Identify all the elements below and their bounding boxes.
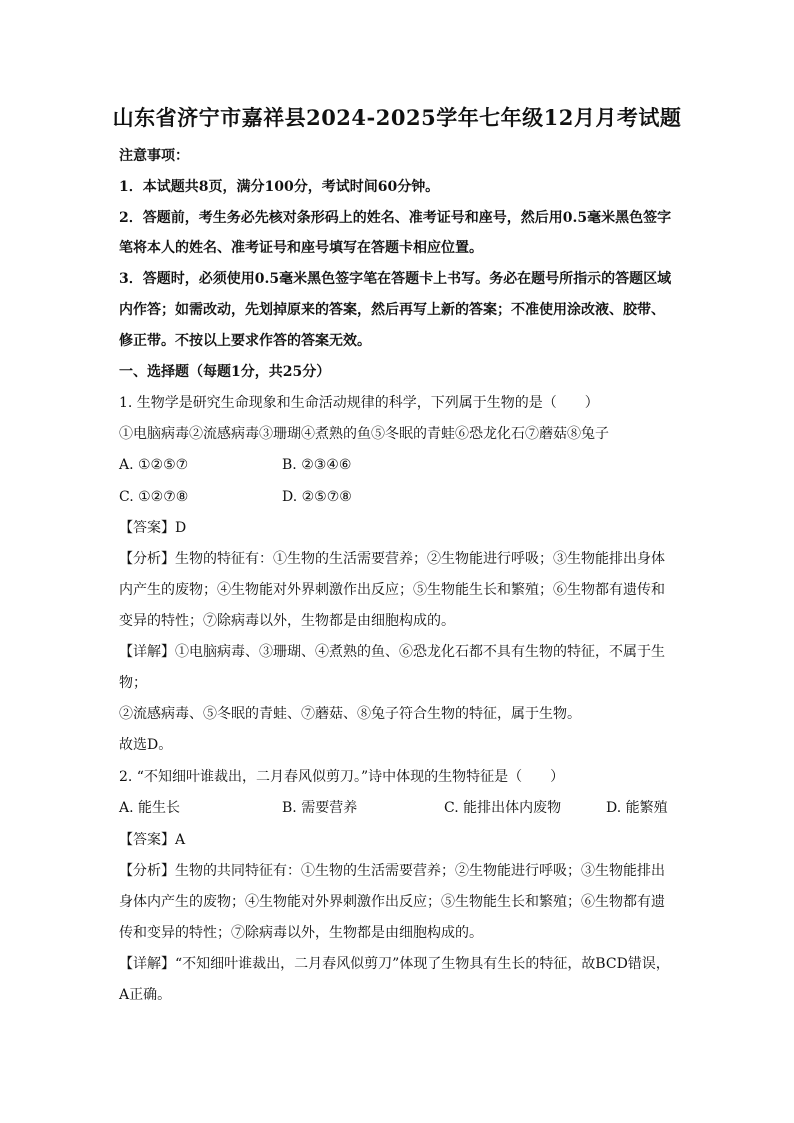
q2-analysis-line-2: 身体内产生的废物；④生物能对外界刺激作出反应；⑤生物能生长和繁殖；⑥生物都有遗 xyxy=(119,894,665,910)
exam-title: 山东省济宁市嘉祥县2024-2025学年七年级12月月考试题 xyxy=(112,105,682,130)
q1-conclusion: 故选D。 xyxy=(119,737,173,753)
section-heading: 一、选择题（每题1分，共25分） xyxy=(119,364,331,380)
q1-option-d: D. ②⑤⑦⑧ xyxy=(282,489,352,505)
q1-option-a: A. ①②⑤⑦ xyxy=(119,457,189,473)
notice-item-2-line-2: 笔将本人的姓名、准考证号和座号填写在答题卡相应位置。 xyxy=(119,240,483,256)
q2-analysis-line-3: 传和变异的特性；⑦除病毒以外，生物都是由细胞构成的。 xyxy=(119,925,483,941)
q1-items: ①电脑病毒②流感病毒③珊瑚④煮熟的鱼⑤冬眠的青蛙⑥恐龙化石⑦蘑菇⑧兔子 xyxy=(119,426,609,442)
q1-option-c: C. ①②⑦⑧ xyxy=(119,489,189,505)
q2-detail-line-1: 【详解】“不知细叶谁裁出，二月春风似剪刀”体现了生物具有生长的特征，故BCD错误， xyxy=(119,956,670,972)
q1-analysis-line-3: 变异的特性；⑦除病毒以外，生物都是由细胞构成的。 xyxy=(119,613,455,629)
q1-detail-line-1: 【详解】①电脑病毒、③珊瑚、④煮熟的鱼、⑥恐龙化石都不具有生物的特征，不属于生 xyxy=(119,644,665,660)
q2-option-c: C. 能排出体内废物 xyxy=(444,800,562,816)
q2-detail-line-2: A正确。 xyxy=(119,987,172,1003)
q1-stem: 1. 生物学是研究生命现象和生命活动规律的科学，下列属于生物的是（ ） xyxy=(119,395,599,411)
q2-analysis-line-1: 【分析】生物的共同特征有：①生物的生活需要营养；②生物能进行呼吸；③生物能排出 xyxy=(119,863,665,879)
q2-option-a: A. 能生长 xyxy=(119,800,181,816)
q2-stem: 2. “不知细叶谁裁出，二月春风似剪刀。”诗中体现的生物特征是（ ） xyxy=(119,769,565,785)
notice-item-3-line-1: 3．答题时，必须使用0.5毫米黑色签字笔在答题卡上书写。务必在题号所指示的答题区域 xyxy=(119,271,672,287)
notice-item-3-line-3: 修正带。不按以上要求作答的答案无效。 xyxy=(119,333,371,349)
notice-heading: 注意事项： xyxy=(119,148,189,164)
notice-item-3-line-2: 内作答；如需改动，先划掉原来的答案，然后再写上新的答案；不准使用涂改液、胶带、 xyxy=(119,302,665,318)
notice-item-2-line-1: 2．答题前，考生务必先核对条形码上的姓名、准考证号和座号，然后用0.5毫米黑色签字 xyxy=(119,210,672,226)
q1-analysis-line-2: 内产生的废物；④生物能对外界刺激作出反应；⑤生物能生长和繁殖；⑥生物都有遗传和 xyxy=(119,582,665,598)
q1-option-b: B. ②③④⑥ xyxy=(282,457,352,473)
q2-option-b: B. 需要营养 xyxy=(282,800,358,816)
q1-analysis-line-1: 【分析】生物的特征有：①生物的生活需要营养；②生物能进行呼吸；③生物能排出身体 xyxy=(119,551,665,567)
q2-answer: 【答案】A xyxy=(119,832,186,848)
q1-detail-line-2: 物； xyxy=(119,675,147,691)
q1-detail-line-3: ②流感病毒、⑤冬眠的青蛙、⑦蘑菇、⑧兔子符合生物的特征，属于生物。 xyxy=(119,706,581,722)
q1-answer: 【答案】D xyxy=(119,520,187,536)
q2-option-d: D. 能繁殖 xyxy=(606,800,668,816)
notice-item-1: 1．本试题共8页，满分100分，考试时间60分钟。 xyxy=(119,179,440,195)
